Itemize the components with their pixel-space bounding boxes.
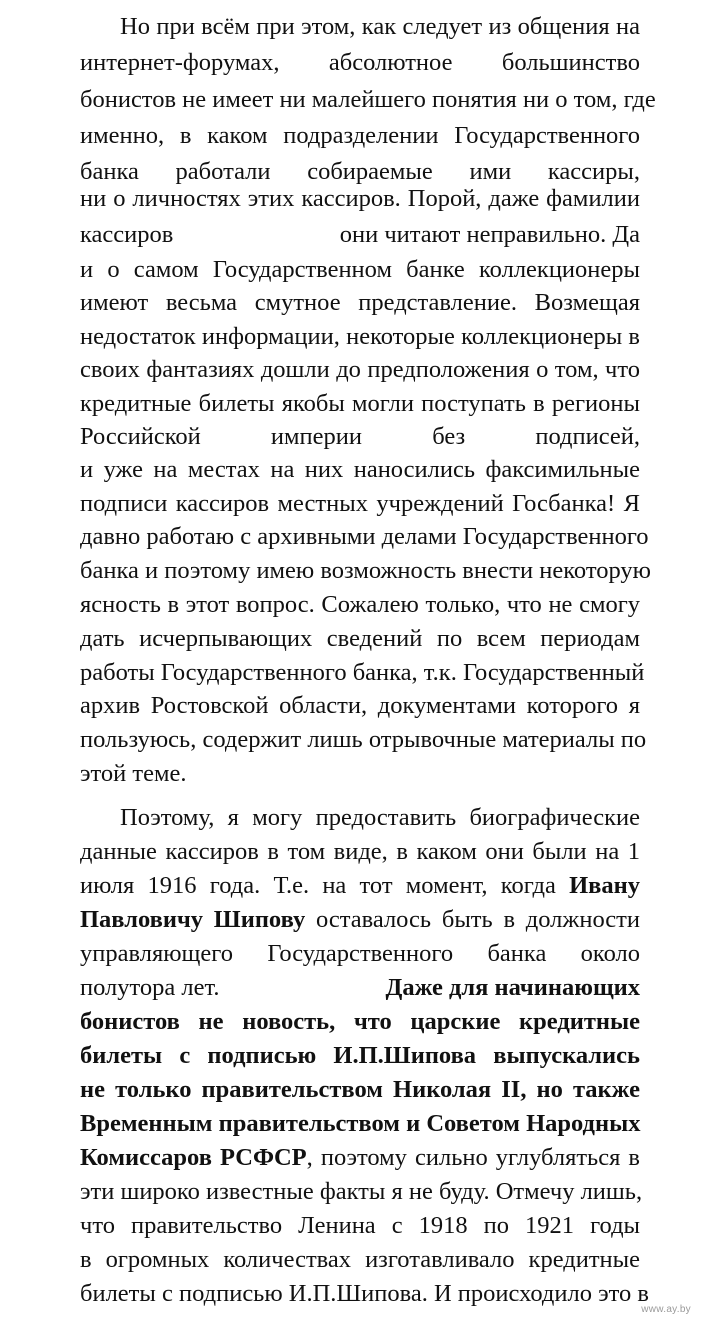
text-line: данные кассиров в том виде, в каком они были на 1 xyxy=(80,838,640,865)
text-line: в огромных количествах изготавливало кредитные xyxy=(80,1246,640,1273)
text-line: работы Государственного банка, т.к. Государственный xyxy=(80,659,645,686)
text-line: интернет-форумах, абсолютное большинство xyxy=(80,49,640,76)
text-line: Российской империи без подписей, xyxy=(80,423,640,450)
text-line: и о самом Государственном банке коллекционеры xyxy=(80,256,640,283)
text-line: недостаток информации, некоторые коллекционеры в xyxy=(80,323,640,350)
bold-text: Ивану xyxy=(569,872,640,899)
bold-text: Комиссаров РСФСР xyxy=(80,1144,307,1171)
text-line: ясность в этот вопрос. Сожалею только, что не смогу xyxy=(80,591,640,618)
text-line: этой теме. xyxy=(80,760,187,787)
text-line: пользуюсь, содержит лишь отрывочные материалы по xyxy=(80,726,647,753)
text-line: банка и поэтому имею возможность внести некоторую xyxy=(80,557,651,584)
text-line: Поэтому, я могу предоставить биографические xyxy=(120,804,640,831)
text-fragment: кассиров xyxy=(80,221,174,248)
text-line xyxy=(80,869,640,903)
text-fragment: июля 1916 года. Т.е. на тот момент, когда xyxy=(80,872,570,899)
text-line: кредитные билеты якобы могли поступать в регионы xyxy=(80,390,640,417)
text-fragment: , поэтому сильно углубляться в xyxy=(306,1144,640,1171)
text-line: бонистов не имеет ни малейшего понятия ни о том, где xyxy=(80,86,656,113)
text-line: не только правительством Николая II, но также xyxy=(80,1076,640,1103)
text-line: бонистов не новость, что царские кредитные xyxy=(80,1008,640,1035)
text-fragment: оставалось быть в должности xyxy=(305,906,640,933)
text-line: ни о личностях этих кассиров. Порой, даже фамилии xyxy=(80,185,640,212)
text-line: управляющего Государственного банка около xyxy=(80,940,640,967)
text-line: архив Ростовской области, документами которого я xyxy=(80,692,640,719)
bold-text: Даже для начинающих xyxy=(385,974,640,1001)
text-line: давно работаю с архивными делами Государственного xyxy=(80,523,649,550)
bold-text: Павловичу Шипову xyxy=(80,906,306,933)
text-line: своих фантазиях дошли до предположения о том, что xyxy=(80,356,640,383)
text-line: Временным правительством и Советом Народных xyxy=(80,1110,641,1137)
text-line: именно, в каком подразделении Государственного xyxy=(80,122,640,149)
text-line: имеют весьма смутное представление. Возмещая xyxy=(80,289,640,316)
text-line: что правительство Ленина с 1918 по 1921 годы xyxy=(80,1212,640,1239)
text-line: Но при всём при этом, как следует из общения на xyxy=(120,13,640,40)
text-line: билеты с подписью И.П.Шипова выпускались xyxy=(80,1042,640,1069)
text-fragment: они читают неправильно. Да xyxy=(339,221,640,248)
text-fragment: полутора лет. xyxy=(80,974,220,1001)
text-line xyxy=(80,903,640,937)
site-watermark: www.ay.by xyxy=(641,1304,691,1315)
text-line: банка работали собираемые ими кассиры, xyxy=(80,158,640,185)
text-line xyxy=(80,971,640,1005)
text-line: билеты с подписью И.П.Шипова. И происходило это в xyxy=(80,1280,649,1307)
text-line xyxy=(80,1141,640,1175)
text-line: эти широко известные факты я не буду. Отмечу лишь, xyxy=(80,1178,643,1205)
text-line: подписи кассиров местных учреждений Госбанка! Я xyxy=(80,490,640,517)
text-line: дать исчерпывающих сведений по всем периодам xyxy=(80,625,640,652)
text-line xyxy=(80,218,640,252)
text-line: и уже на местах на них наносились факсимильные xyxy=(80,456,640,483)
